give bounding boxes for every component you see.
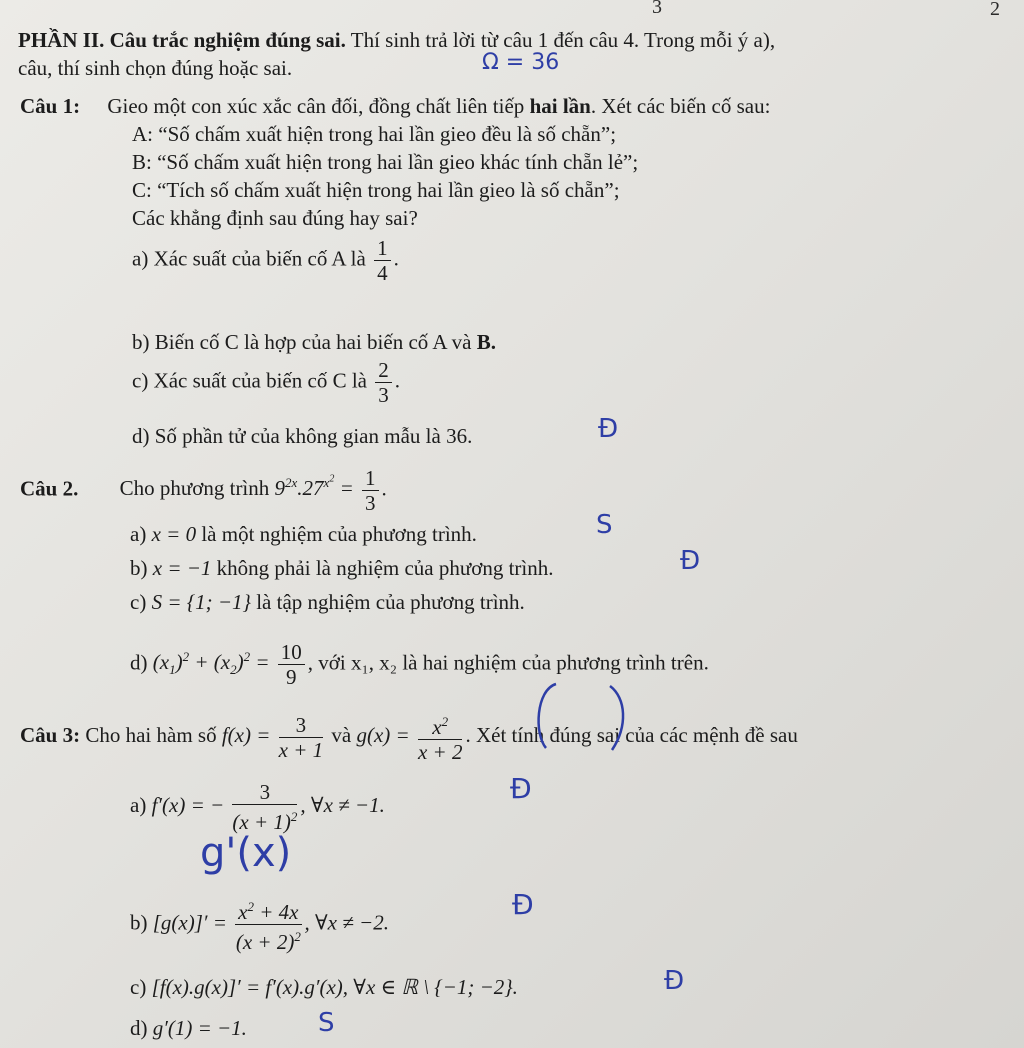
q1-option-c: c) Xác suất của biến cố C là $\frac{2}{3}$ . — [132, 358, 400, 407]
q2-stem: Câu 2. Cho phương trình $9^{2x}.27^{x^2}$ = $\frac{1}{3}$ . — [20, 466, 387, 515]
q1-a-den: 4 — [377, 261, 388, 285]
q3-a-fraction: $\frac{3}{(x + 1)^2}$ — [232, 780, 298, 834]
q1-c-text: c) Xác suất của biến cố C là — [132, 368, 367, 393]
q1-b-text: b) Biến cố C là hợp của hai biến cố A và — [132, 330, 477, 354]
q3-option-d: d) g′(1) = −1. — [130, 1016, 247, 1040]
part-description: Thí sinh trả lời từ câu 1 đến câu 4. Trong mỗi ý a), — [350, 28, 776, 52]
q2-c-text: là tập nghiệm của phương trình. — [256, 590, 525, 614]
q3-b-math: [g(x)]′ = — [152, 910, 227, 935]
q1-c-fraction — [375, 358, 392, 407]
handwritten-mark-q2b: Đ — [680, 546, 701, 576]
q2-equation: $9^{2x}.27^{x^2}$ = — [274, 473, 354, 501]
q3-and: và — [331, 722, 352, 747]
q3-c-math: [f(x).g(x)]′ = f′(x).g′(x), ∀x ∈ ℝ \ {−1; −2}. — [151, 975, 518, 999]
q1-c-num: 2 — [375, 358, 392, 383]
q1-a-text: a) Xác suất của biến cố A là — [132, 246, 366, 271]
part-description-2: câu, thí sinh chọn đúng hoặc sai. — [18, 56, 293, 80]
part-heading — [18, 28, 775, 52]
q3-stem-end: . Xét tính đúng sai của các mệnh đề sau — [465, 722, 798, 747]
q2-option-a: a) x = 0 là một nghiệm của phương trình. — [130, 522, 477, 546]
q1-stem-bold: hai lần — [529, 94, 591, 118]
q1-event-c: C: “Tích số chấm xuất hiện trong hai lần gieo là số chẵn”; — [132, 178, 620, 202]
q2-b-text: không phải là nghiệm của phương trình. — [216, 556, 554, 580]
q1-option-b — [132, 330, 496, 354]
q1-c-den: 3 — [378, 383, 389, 407]
q3-g-def: g(x) = — [356, 722, 410, 747]
q2-stem-text: Cho phương trình — [119, 476, 270, 501]
q3-option-b: b) [g(x)]′ = $\frac{x^2 + 4x}{(x + 2)^2}$ , ∀x ≠ −2. — [130, 895, 389, 954]
q1-event-b: B: “Số chấm xuất hiện trong hai lần gieo khác tính chẵn lẻ”; — [132, 150, 639, 174]
q3-f-def: f(x) = — [221, 722, 271, 747]
q3-b-fraction: $\frac{x^2 + 4x}{(x + 2)^2}$ — [235, 895, 301, 954]
q2-d-fraction: $\frac{10}{9}$ — [278, 640, 305, 689]
q1-a-fraction — [374, 236, 391, 285]
q1-b-bold: B. — [476, 330, 496, 354]
q2-d-math: $(x_1)^2 + (x_2)^2$ = — [152, 649, 270, 678]
q3-label: Câu 3: — [20, 722, 81, 747]
q2-equation-fraction: $\frac{1}{3}$ — [362, 466, 379, 515]
q1-label: Câu 1: — [20, 94, 81, 118]
q1-a-num: 1 — [374, 236, 391, 261]
page-number-right: 2 — [990, 0, 1000, 20]
handwritten-margin-note: g'(x) — [200, 830, 292, 876]
handwritten-note-top: Ω = 36 — [482, 50, 560, 75]
q2-b-math: x = −1 — [152, 556, 212, 580]
q1-stem — [20, 94, 770, 118]
handwritten-mark-q3b: Đ — [512, 888, 534, 921]
q3-stem — [20, 710, 798, 764]
q1-stem-text: Gieo một con xúc xắc cân đối, đồng chất liên tiếp — [107, 94, 530, 118]
q1-stem-end: . Xét các biến cố sau: — [590, 94, 771, 118]
q3-f-fraction: $\frac{3}{x + 1}$ — [278, 712, 324, 762]
q2-a-math: x = 0 — [151, 522, 197, 546]
q3-option-a: a) f′(x) = − $\frac{3}{(x + 1)^2}$ , ∀x ≠ −1. — [130, 780, 385, 834]
handwritten-mark-q3c: Đ — [664, 966, 685, 996]
q3-g-fraction: $\frac{x^2}{x + 2}$ — [418, 710, 463, 764]
handwritten-mark-q3d: S — [318, 1008, 335, 1038]
q2-a-text: là một nghiệm của phương trình. — [201, 522, 477, 546]
handwritten-mark-q2a: S — [596, 510, 613, 540]
handwritten-mark-q1d: Đ — [598, 414, 619, 444]
part-title: PHẦN II. Câu trắc nghiệm đúng sai. — [18, 28, 346, 52]
q2-label: Câu 2. — [20, 476, 79, 501]
q3-option-c: c) [f(x).g(x)]′ = f′(x).g′(x), ∀x ∈ ℝ \ {−1; −2}. — [130, 975, 518, 999]
q2-option-c: c) S = {1; −1} là tập nghiệm của phương trình. — [130, 590, 525, 614]
q3-stem-text: Cho hai hàm số — [85, 722, 217, 747]
q1-option-d: d) Số phần tử của không gian mẫu là 36. — [132, 424, 473, 448]
q2-c-math: S = {1; −1} — [151, 590, 251, 614]
q1-option-a: a) Xác suất của biến cố A là $\frac{1}{4}$ . — [132, 236, 399, 285]
page-number-left: 3 — [652, 0, 662, 18]
q2-option-d: d) $(x_1)^2 + (x_2)^2$ = $\frac{10}{9}$ , với x₁, x₂ là hai nghiệm của phương trình trên. — [130, 640, 709, 689]
q3-d-math: g′(1) = −1. — [152, 1016, 247, 1040]
q3-a-math: f′(x) = − — [151, 792, 225, 817]
handwritten-circle-g — [528, 676, 638, 756]
handwritten-mark-q3a: Đ — [510, 772, 532, 805]
q1-event-a: A: “Số chấm xuất hiện trong hai lần gieo đều là số chẵn”; — [132, 122, 617, 146]
q1-ask: Các khẳng định sau đúng hay sai? — [132, 206, 418, 230]
q2-option-b: b) x = −1 không phải là nghiệm của phương trình. — [130, 556, 554, 580]
q2-d-text: với x₁, x₂ là hai nghiệm của phương trình trên. — [318, 650, 709, 675]
